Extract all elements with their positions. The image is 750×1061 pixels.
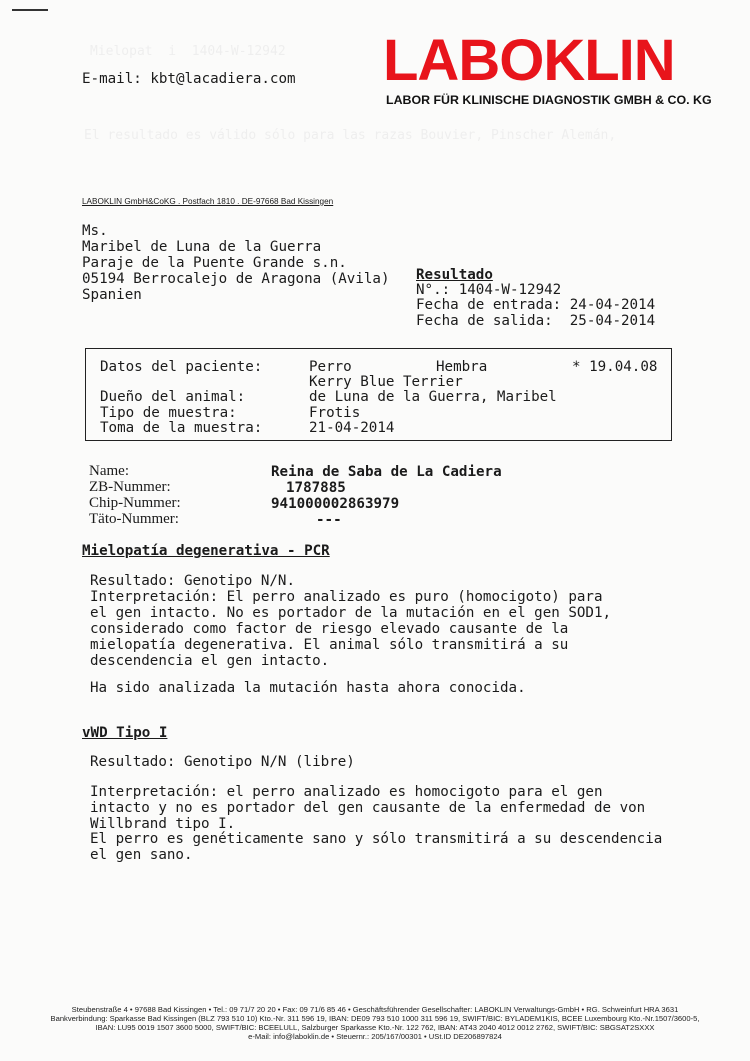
patient-label: Datos del paciente: — [100, 359, 263, 375]
tato-number: --- — [316, 512, 342, 528]
footer-contact: e-Mail: info@laboklin.de • Steuernr.: 205/167/00301 • USt.ID DE206897824 — [248, 1032, 502, 1041]
section1-note: Ha sido analizada la mutación hasta ahora conocida. — [90, 680, 526, 696]
result-title: Resultado — [416, 267, 493, 283]
recipient-country: Spanien — [82, 287, 142, 303]
exit-date: Fecha de salida: 25-04-2014 — [416, 313, 656, 329]
chip-number: 941000002863979 — [271, 496, 400, 512]
section1-title: Mielopatía degenerativa - PCR — [82, 543, 330, 559]
entry-date: Fecha de entrada: 24-04-2014 — [416, 297, 656, 313]
name-label: Name: — [89, 463, 129, 479]
section2-line: El perro es genéticamente sano y sólo transmitirá a su descendencia — [90, 831, 663, 847]
section1-line: mielopatía degenerativa. El animal sólo transmitirá a su — [90, 637, 569, 653]
email-line: E-mail: kbt@lacadiera.com — [82, 71, 296, 87]
breed: Kerry Blue Terrier — [309, 374, 463, 390]
scan-mark — [12, 9, 48, 11]
footer-address: Steubenstraße 4 • 97688 Bad Kissingen • Tel.: 09 71/7 20 20 • Fax: 09 71/6 85 46 • Geschäftsführender Gesellschafter: LABOKLIN Verwaltungs-GmbH • RG. Schweinfurt HRA 3631 — [71, 1005, 679, 1014]
sample-type-label: Tipo de muestra: — [100, 405, 237, 421]
birth-date: * 19.04.08 — [572, 359, 658, 375]
section2-line: el gen sano. — [90, 847, 193, 863]
owner-name: de Luna de la Guerra, Maribel — [309, 389, 557, 405]
result-number: N°.: 1404-W-12942 — [416, 282, 562, 298]
section2-result: Resultado: Genotipo N/N (libre) — [90, 754, 355, 770]
sender-line: LABOKLIN GmbH&CoKG . Postfach 1810 . DE-97668 Bad Kissingen — [82, 197, 334, 206]
laboklin-logo: LABOKLIN — [383, 28, 675, 93]
section1-line: descendencia el gen intacto. — [90, 653, 330, 669]
section2-line: Interpretación: el perro analizado es homocigoto para el gen — [90, 784, 603, 800]
sex: Hembra — [436, 359, 488, 375]
section1-line: Resultado: Genotipo N/N. — [90, 573, 295, 589]
species: Perro — [309, 359, 352, 375]
sample-type: Frotis — [309, 405, 361, 421]
section1-line: el gen intacto. No es portador de la mutación en el gen SOD1, — [90, 605, 612, 621]
footer-bank: Bankverbindung: Sparkasse Bad Kissingen (BLZ 793 510 10) Kto.-Nr. 311 596 19, IBAN: DE09 793 510 1000 311 596 19, SWIFT/BIC: BYLADEM1KIS, BCEE Luxembourg Kto.-Nr.1507/3600-5, — [50, 1014, 700, 1023]
section1-line: Interpretación: El perro analizado es puro (homocigoto) para — [90, 589, 603, 605]
sample-date-label: Toma de la muestra: — [100, 420, 263, 436]
chip-label: Chip-Nummer: — [89, 495, 181, 511]
section2-title: vWD Tipo I — [82, 725, 168, 741]
recipient-city: 05194 Berrocalejo de Aragona (Avila) — [82, 271, 390, 287]
recipient-street: Paraje de la Puente Grande s.n. — [82, 255, 347, 271]
owner-label: Dueño del animal: — [100, 389, 246, 405]
tato-label: Täto-Nummer: — [89, 511, 179, 527]
footer-bank-2: IBAN: LU95 0019 1507 3600 5000, SWIFT/BIC: BCEELULL, Salzburger Sparkasse Kto.-Nr. 122 762, IBAN: AT43 2040 4012 0012 2762, SWIFT/BIC: SBGSAT2SXXX — [95, 1023, 655, 1032]
sample-date: 21-04-2014 — [309, 420, 395, 436]
zb-number: 1787885 — [286, 480, 346, 496]
bleed-through-text: El resultado es válido sólo para las razas Bouvier, Pinscher Alemán, — [84, 128, 617, 143]
dog-name: Reina de Saba de La Cadiera — [271, 464, 502, 480]
recipient-name: Maribel de Luna de la Guerra — [82, 239, 322, 255]
salutation: Ms. — [82, 223, 108, 239]
section2-line: intacto y no es portador del gen causante de la enfermedad de von — [90, 800, 646, 816]
bleed-through-text: Mielopat i 1404-W-12942 — [90, 44, 286, 59]
section2-line: Willbrand tipo I. — [90, 816, 236, 832]
company-subtitle: LABOR FÜR KLINISCHE DIAGNOSTIK GMBH & CO. KG — [386, 93, 712, 107]
zb-label: ZB-Nummer: — [89, 479, 171, 495]
section1-line: considerado como factor de riesgo elevado causante de la — [90, 621, 569, 637]
